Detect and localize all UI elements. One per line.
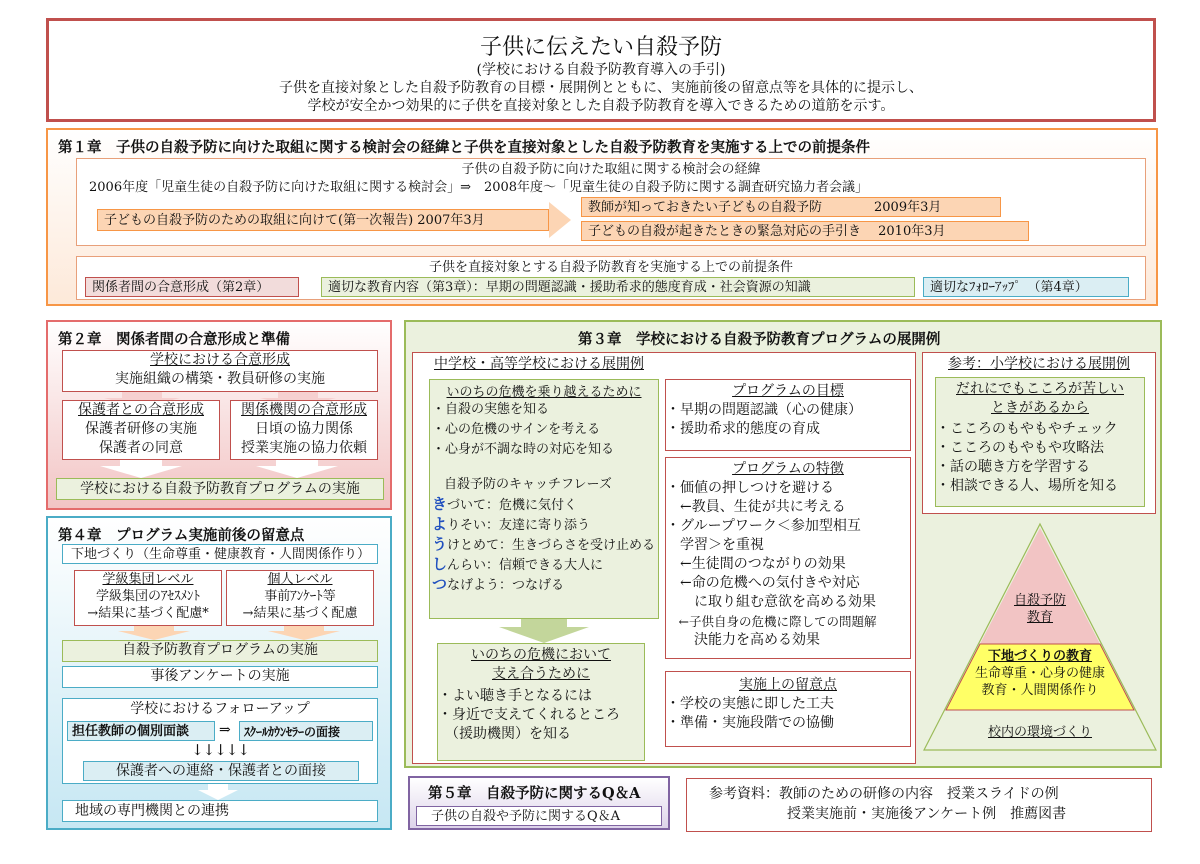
premise-followup: 適切なﾌｫﾛｰｱｯﾌﾟ （第4章） [923, 277, 1129, 297]
guardian-consensus-box [62, 400, 220, 460]
chapter-4-heading: 第４章 プログラム実施前後の留意点 [58, 527, 305, 544]
down-arrows-icon [62, 460, 378, 478]
catchphrase-initial: し [432, 555, 448, 573]
agency-request: 授業実施の協力依頼 [241, 440, 367, 456]
description-line-2: 学校が安全かつ効果的に子供を直接対象とした自殺予防教育を導入できるための道筋を示す。 [307, 98, 895, 114]
program-feature-item: に取り組む意欲を高める効果 [666, 594, 876, 610]
chapter-1-panel [46, 128, 1158, 306]
catchphrase-text: づいて：危機に気付く [447, 498, 578, 513]
overcome-item: ・自殺の実態を知る [432, 402, 550, 417]
elementary-box [935, 377, 1145, 507]
catchphrase-item [432, 515, 658, 535]
catchphrase-text: んらい：信頼できる大人に [447, 558, 604, 573]
qa-box: 子供の自殺や予防に関するQ＆A [416, 806, 662, 826]
program-implementation-box: 学校における自殺予防教育プログラムの実施 [56, 478, 384, 500]
support-item: ・よい聴き手となるには [438, 688, 592, 704]
catchphrase-initial: う [432, 535, 448, 553]
down-arrow-icon [499, 619, 589, 643]
program-goal-box [665, 379, 911, 451]
individual-consideration: →結果に基づく配慮 [242, 606, 358, 621]
elementary-item: ・こころのもやもやチェック [936, 421, 1118, 437]
history-timeline: 2006年度「児童生徒の自殺予防に向けた取組に関する検討会」⇒ 2008年度～「児童生徒の自殺予防に関する調査研究協力者会議」 [89, 180, 869, 195]
references-line-1: 参考資料：教師のための研修の内容 授業スライドの例 [709, 786, 1059, 802]
pyramid-middle-title: 下地づくりの教育 [987, 649, 1092, 664]
elementary-item: ・こころのもやもや攻略法 [936, 440, 1104, 456]
individual-level-title: 個人レベル [267, 572, 333, 587]
chapter-3-panel [404, 320, 1162, 768]
references-box [686, 778, 1152, 832]
title-box [46, 18, 1156, 122]
catchphrase-text: なげよう：つなげる [447, 578, 565, 593]
catchphrase-item [432, 535, 658, 555]
chapter-3-heading: 第３章 学校における自殺予防教育プログラムの展開例 [578, 331, 941, 348]
history-title: 子供の自殺予防に向けた取組に関する検討会の経緯 [461, 162, 761, 177]
school-consensus-box [62, 350, 378, 392]
first-report: 子どもの自殺予防のための取組に向けて(第一次報告) 2007年3月 [97, 209, 549, 231]
support-item: ・身近で支えてくれるところ [438, 707, 620, 723]
main-title: 子供に伝えたい自殺予防 [479, 35, 722, 60]
down-arrows-icon [62, 626, 378, 640]
middle-high-title: 中学校・高等学校における展開例 [434, 356, 644, 372]
guardian-consent: 保護者の同意 [99, 440, 183, 456]
elementary-box-title: ときがあるから [991, 400, 1089, 416]
followup-box [62, 698, 378, 784]
description-line-1: 子供を直接対象とした自殺予防教育の目標・展開例とともに、実施前後の留意点等を具体的に提示し、 [279, 80, 923, 96]
down-arrow-icon [198, 784, 238, 800]
program-feature-item: ・グループワーク＜参加型相互 [666, 518, 861, 534]
pyramid-top-label: 教育 [1026, 610, 1053, 625]
catchphrase-title: 自殺予防のキャッチフレーズ [444, 477, 612, 492]
implementation-note-item: ・準備・実施段階での協働 [666, 715, 834, 731]
program-feature-title: プログラムの特徴 [732, 461, 844, 477]
implementation-note-box [665, 671, 911, 747]
support-title: 支え合うために [492, 666, 590, 682]
down-arrows-icon: ↓↓↓↓↓ [191, 741, 249, 759]
class-assessment: 学級集団のｱｾｽﾒﾝﾄ [95, 589, 200, 604]
program-feature-item: ・価値の押しつけを避ける [666, 480, 834, 496]
class-level-title: 学級集団レベル [102, 572, 194, 587]
program-feature-box [665, 457, 911, 659]
school-consensus-title: 学校における合意形成 [150, 352, 290, 368]
foundation-box: 下地づくり（生命尊重・健康教育・人間関係作り） [62, 544, 378, 564]
middle-high-area [412, 352, 916, 764]
pyramid-diagram [920, 520, 1160, 754]
catchphrase-text: けとめて：生きづらさを受け止める [447, 538, 656, 553]
premise-content: 適切な教育内容（第3章）：早期の問題認識・援助希求的態度育成・社会資源の知識 [321, 277, 915, 297]
program-feature-item: ←教員、生徒が共に考える [666, 499, 846, 515]
ch4-program-box: 自殺予防教育プログラムの実施 [62, 640, 378, 662]
program-goal-item: ・援助希求的態度の育成 [666, 421, 820, 437]
catchphrase-text: りそい：友達に寄り添う [447, 518, 591, 533]
support-box [437, 643, 645, 761]
chapter-1-heading: 第１章 子供の自殺予防に向けた取組に関する検討会の経緯と子供を直接対象とした自殺予防教育を実施する上での前提条件 [58, 139, 870, 156]
overcome-title: いのちの危機を乗り越えるために [446, 385, 642, 400]
premise-consensus: 関係者間の合意形成（第2章） [85, 277, 299, 297]
pyramid-middle-line: 教育・人間関係作り [981, 683, 1099, 698]
program-goal-item: ・早期の問題認識（心の健康） [666, 402, 862, 418]
chapter-2-heading: 第２章 関係者間の合意形成と準備 [58, 331, 290, 348]
individual-survey: 事前ｱﾝｹｰﾄ等 [264, 589, 336, 604]
program-feature-item: ←生徒間のつながりの効果 [666, 556, 846, 572]
elementary-title: 参考：小学校における展開例 [948, 356, 1130, 372]
program-feature-item: ←命の危機への気付きや対応 [666, 575, 860, 591]
chapter-5-panel [408, 776, 670, 830]
pyramid-middle [950, 648, 1130, 699]
elementary-box-title: だれにでもこころが苦しい [956, 381, 1124, 397]
publication-2009: 教師が知っておきたい子どもの自殺予防 2009年3月 [581, 197, 1001, 217]
pyramid-top [980, 592, 1100, 626]
references-line-2: 授業実施前・実施後アンケート例 推薦図書 [787, 806, 1067, 822]
agency-consensus-title: 関係機関の合意形成 [241, 402, 367, 418]
catchphrase-initial: き [432, 495, 448, 513]
individual-level-box [226, 570, 374, 626]
program-goal-title: プログラムの目標 [732, 383, 844, 399]
counselor-interview: ｽｸｰﾙｶｳﾝｾﾗｰの面接 [239, 721, 373, 741]
timeline-arrow-icon [549, 202, 571, 238]
program-feature-item: 学習＞を重視 [666, 537, 764, 553]
chapter-5-heading: 第５章 自殺予防に関するQ＆A [428, 785, 641, 802]
chapter-4-panel [46, 516, 392, 830]
catchphrase-initial: つ [432, 575, 448, 593]
elementary-item: ・相談できる人、場所を知る [936, 478, 1118, 494]
publication-2010: 子どもの自殺が起きたときの緊急対応の手引き 2010年3月 [581, 221, 1029, 241]
regional-collaboration: 地域の専門機関との連携 [62, 800, 378, 822]
pyramid-base: 校内の環境づくり [987, 725, 1092, 740]
subtitle: (学校における自殺予防教育導入の手引) [476, 62, 726, 78]
school-consensus-body: 実施組織の構築・教員研修の実施 [115, 371, 325, 387]
guardian-consensus-title: 保護者との合意形成 [78, 402, 204, 418]
implementation-note-item: ・学校の実態に即した工夫 [666, 696, 834, 712]
homeroom-interview: 担任教師の個別面談 [67, 721, 215, 741]
support-item: （援助機関）を知る [438, 726, 571, 742]
followup-arrow-icon: ⇒ [219, 722, 231, 738]
class-consideration: →結果に基づく配慮* [87, 606, 209, 621]
guardian-contact: 保護者への連絡・保護者との面接 [83, 761, 359, 781]
elementary-item: ・話の聴き方を学習する [936, 459, 1090, 475]
catchphrase-item [432, 495, 658, 515]
premise-title: 子供を直接対象とする自殺予防教育を実施する上での前提条件 [428, 260, 793, 275]
elementary-area [922, 352, 1156, 514]
chapter-2-panel [46, 320, 392, 510]
premise-box [76, 256, 1146, 300]
history-box [76, 158, 1146, 246]
catchphrase-item [432, 575, 658, 595]
agency-cooperation: 日頃の協力関係 [255, 421, 353, 437]
class-level-box [74, 570, 222, 626]
overcome-item: ・心身が不調な時の対応を知る [432, 442, 615, 457]
pyramid-top-label: 自殺予防 [1013, 593, 1066, 608]
program-feature-item: 決能力を高める効果 [666, 632, 820, 648]
support-title: いのちの危機において [471, 647, 611, 663]
implementation-note-title: 実施上の留意点 [739, 677, 837, 693]
catchphrase-initial: よ [432, 515, 448, 533]
agency-consensus-box [230, 400, 378, 460]
catchphrase-item [432, 555, 658, 575]
pyramid-middle-line: 生命尊重・心身の健康 [974, 666, 1105, 681]
followup-title: 学校におけるフォローアップ [130, 701, 310, 717]
overcome-item: ・心の危機のサインを考える [432, 422, 601, 437]
post-survey-box: 事後アンケートの実施 [62, 666, 378, 688]
program-feature-item: ←子供自身の危機に際しての問題解 [666, 614, 877, 629]
guardian-training: 保護者研修の実施 [85, 421, 197, 437]
overcome-box [429, 379, 659, 619]
